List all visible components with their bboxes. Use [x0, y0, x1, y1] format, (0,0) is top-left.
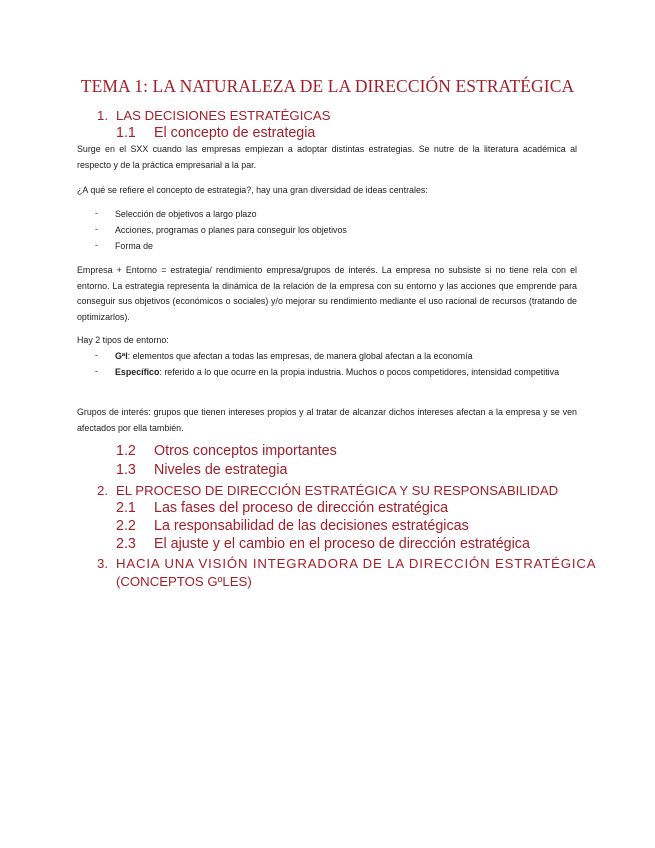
section-2-3-heading — [116, 536, 530, 552]
paragraph-empresa-entorno: Empresa + Entorno = estrategia/ rendimiento empresa/grupos de interés. La empresa no subsiste si no tiene rela con el entorno. La estrategia representa la dinámica de la relación de la empresa con su entorno y las acciones que emprende para conseguir sus objetivos (económicos o sociales) y/o mejorar su rendimiento mediante el uso racional de recursos (tratando de optimizarlos). — [77, 265, 577, 322]
section-number: 2. — [97, 483, 108, 498]
section-1-2-heading — [116, 443, 337, 459]
term-definition: : elementos que afectan a todas las empresas, de manera global afectan a la economía — [127, 351, 473, 361]
section-1-1-heading — [116, 125, 315, 141]
section-number: 2.3 — [116, 536, 136, 552]
section-label: El concepto de estrategia — [154, 125, 316, 141]
section-2-1-heading — [116, 500, 448, 516]
paragraph-grupos-interes: Grupos de interés: grupos que tienen intereses propios y al tratar de alcanzar dichos intereses afectan a la empresa y se ven afectados por ella también. — [77, 407, 577, 433]
section-label: LAS DECISIONES ESTRATÉGICAS — [116, 108, 331, 123]
section-label: EL PROCESO DE DIRECCIÓN ESTRATÉGICA Y SU RESPONSABILIDAD — [116, 483, 559, 498]
dash-bullet: - — [95, 208, 98, 218]
section-label: La responsabilidad de las decisiones estratégicas — [154, 518, 469, 534]
section-label: HACIA UNA VISIÓN INTEGRADORA DE LA DIRECCIÓN ESTRATÉGICA — [116, 556, 597, 571]
page-title: TEMA 1: LA NATURALEZA DE LA DIRECCIÓN ESTRATÉGICA — [80, 76, 575, 96]
section-number: 1. — [97, 108, 108, 123]
section-label: Las fases del proceso de dirección estratégica — [154, 500, 449, 516]
section-label: Niveles de estrategia — [154, 462, 288, 478]
section-3-heading-continuation: (CONCEPTOS GºLES) — [116, 574, 252, 589]
list-item-text — [115, 349, 577, 365]
section-1-heading — [97, 108, 330, 123]
dash-bullet: - — [95, 350, 98, 360]
paragraph-intro: Surge en el SXX cuando las empresas empiezan a adoptar distintas estrategias. Se nutre de la literatura académica al respecto y de la práctica empresarial a la par. — [77, 144, 577, 170]
paragraph-tipos-entorno: Hay 2 tipos de entorno: — [77, 335, 169, 345]
section-2-2-heading — [116, 518, 469, 534]
dash-bullet: - — [95, 366, 98, 376]
dash-bullet: - — [95, 224, 98, 234]
list-item-text — [115, 365, 577, 381]
list-item-text: Selección de objetivos a largo plazo — [115, 209, 257, 219]
section-number: 2.1 — [116, 500, 136, 516]
list-item-text: Forma de — [115, 241, 153, 251]
term-general: Gªl — [115, 351, 128, 361]
section-label: Otros conceptos importantes — [154, 443, 337, 459]
term-especifico: Específico — [115, 367, 160, 377]
section-number: 3. — [97, 556, 108, 571]
dash-bullet: - — [95, 240, 98, 250]
term-definition: : referido a lo que ocurre en la propia industria. Muchos o pocos competidores, intensidad competitiva — [159, 367, 560, 377]
list-item-text: Acciones, programas o planes para conseguir los objetivos — [115, 225, 347, 235]
section-3-heading — [97, 556, 596, 571]
section-2-heading — [97, 483, 558, 498]
paragraph-question: ¿A qué se refiere el concepto de estrategia?, hay una gran diversidad de ideas centrales: — [77, 185, 428, 195]
section-number: 2.2 — [116, 518, 136, 534]
section-number: 1.1 — [116, 125, 136, 141]
section-number: 1.3 — [116, 462, 136, 478]
section-number: 1.2 — [116, 443, 136, 459]
section-label: El ajuste y el cambio en el proceso de dirección estratégica — [154, 536, 530, 552]
section-1-3-heading — [116, 462, 288, 478]
